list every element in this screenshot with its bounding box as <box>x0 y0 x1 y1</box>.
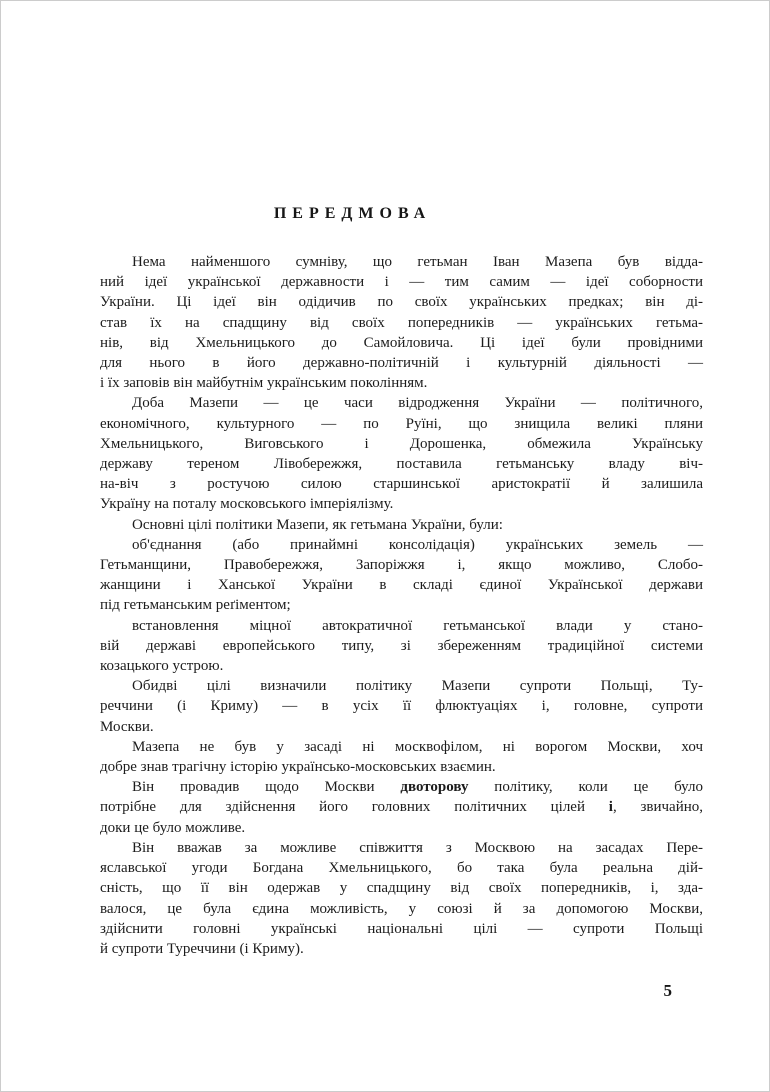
text-line <box>100 757 703 777</box>
text-line <box>100 474 703 494</box>
page-title: ПЕРЕДМОВА <box>273 205 432 222</box>
emphasized-text: і <box>608 799 613 816</box>
text-line <box>100 454 703 474</box>
text-line <box>100 272 703 292</box>
text-line <box>100 555 703 575</box>
text-run: й супроти Туреччини (і Криму). <box>100 940 304 957</box>
paragraph <box>100 838 703 959</box>
text-run: здійснити головні українські національні цілі — супроти Польщі <box>100 920 703 937</box>
paragraph <box>100 737 703 777</box>
text-line <box>100 575 703 595</box>
text-line <box>100 939 703 959</box>
text-run: під гетьманським реґіментом; <box>100 597 291 614</box>
text-line <box>100 717 703 737</box>
page-body <box>100 252 703 959</box>
text-run: козацького устрою. <box>100 658 224 675</box>
text-run: Він вважав за можливе співжиття з Москвою на засадах Пере- <box>132 839 703 856</box>
text-run: Хмельницького, Виговського і Дорошенка, обмежила Українську <box>100 435 703 452</box>
text-run: економічного, культурного — по Руїні, що знищила великі пляни <box>100 415 703 432</box>
text-run: ний ідеї української державности і — тим самим — ідеї соборности <box>100 274 703 291</box>
text-run: Мазепа не був у засаді ні москвофілом, ні ворогом Москви, хоч <box>132 738 703 755</box>
text-line <box>100 797 703 817</box>
text-run: державу тереном Лівобережжя, поставила гетьманську владу віч- <box>100 456 703 473</box>
text-line <box>100 353 703 373</box>
text-line <box>100 777 703 797</box>
text-run: реччини (і Криму) — в усіх її флюктуаціях і, головне, супроти <box>100 698 703 715</box>
text-run: сність, що її він одержав у спадщину від своїх попередників, і, зда- <box>100 880 703 897</box>
text-run: Доба Мазепи — це часи відродження України — політичного, <box>132 395 703 412</box>
text-run: на-віч з ростучою силою старшинської аристократії й залишила <box>100 476 703 493</box>
paragraph <box>100 616 703 677</box>
text-line <box>100 818 703 838</box>
text-line <box>100 676 703 696</box>
text-line <box>100 515 703 535</box>
text-line <box>100 313 703 333</box>
text-line <box>100 656 703 676</box>
text-line <box>100 737 703 757</box>
emphasized-text: двоторову <box>400 779 469 796</box>
text-line <box>100 393 703 413</box>
text-line <box>100 414 703 434</box>
text-line <box>100 919 703 939</box>
text-line <box>100 696 703 716</box>
text-run: доки це було можливе. <box>100 819 246 836</box>
paragraph <box>100 393 703 514</box>
text-run: Україну на поталу московського імперіялізму. <box>100 496 394 513</box>
text-run: Гетьманщини, Правобережжя, Запоріжжя і, якщо можливо, Слобо- <box>100 557 703 574</box>
text-line <box>100 494 703 514</box>
text-run: встановлення міцної автократичної гетьманської влади у стано- <box>132 617 703 634</box>
paragraph <box>100 515 703 535</box>
paragraph <box>100 777 703 838</box>
text-run: валося, це була єдина можливість, у союзі й за допомогою Москви, <box>100 900 703 917</box>
paragraph <box>100 252 703 393</box>
text-run: політику, коли це було <box>468 779 703 796</box>
text-run: Нема найменшого сумніву, що гетьман Іван Мазепа був відда- <box>132 254 703 270</box>
page-number: 5 <box>663 981 672 1000</box>
text-run: для нього в його державно-політичній і культурній діяльності — <box>100 355 703 372</box>
text-line <box>100 858 703 878</box>
text-line <box>100 292 703 312</box>
text-run: Обидві цілі визначили політику Мазепи супроти Польщі, Ту- <box>132 678 703 695</box>
text-run: вій державі европейського типу, зі збереженням традиційної системи <box>100 637 703 654</box>
text-run: яславської угоди Богдана Хмельницького, бо така була реальна дій- <box>100 860 703 877</box>
text-line <box>100 636 703 656</box>
text-run: об'єднання (або принаймні консолідація) українських земель — <box>132 536 703 553</box>
text-line <box>100 595 703 615</box>
text-line <box>100 333 703 353</box>
text-line <box>100 616 703 636</box>
text-run: жанщини і Ханської України в складі єдиної Української держави <box>100 577 703 594</box>
text-run: Основні цілі політики Мазепи, як гетьмана України, були: <box>132 516 503 533</box>
text-run: став їх на спадщину від своїх попередників — українських гетьма- <box>100 314 703 331</box>
text-line <box>100 252 703 272</box>
text-run: України. Ці ідеї він одідичив по своїх українських предках; він ді- <box>100 294 703 311</box>
text-line <box>100 838 703 858</box>
text-run: потрібне для здійснення його головних політичних цілей <box>100 799 609 816</box>
text-run: і їх заповів він майбутнім українським поколінням. <box>100 375 428 392</box>
text-line <box>100 434 703 454</box>
text-line <box>100 878 703 898</box>
paragraph <box>100 535 703 616</box>
text-run: Він провадив щодо Москви <box>132 779 401 796</box>
text-run: Москви. <box>100 718 154 735</box>
text-line <box>100 899 703 919</box>
text-run: , звичайно, <box>612 799 703 816</box>
text-run: добре знав трагічну історію українсько-московських взаємин. <box>100 759 496 776</box>
text-run: нів, від Хмельницького до Самойловича. Ці ідеї були провідними <box>100 334 703 351</box>
text-line <box>100 535 703 555</box>
paragraph <box>100 676 703 737</box>
text-line <box>100 373 703 393</box>
